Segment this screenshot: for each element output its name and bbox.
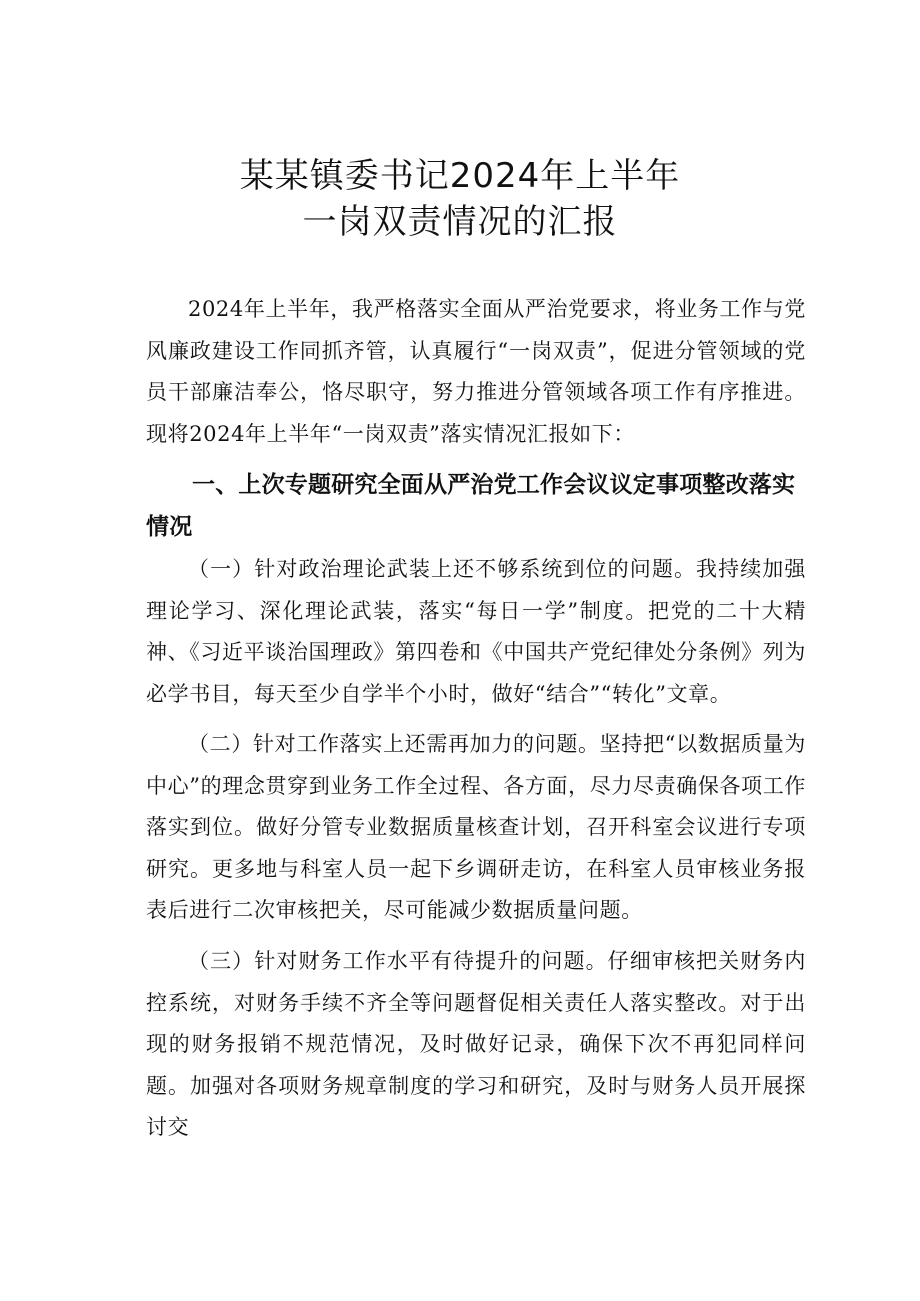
item-paragraph-2: （二）针对工作落实上还需再加力的问题。坚持把“以数据质量为中心”的理念贯穿到业务工作全过程、各方面，尽力尽责确保各项工作落实到位。做好分管专业数据质量核查计划，召开科室会议进行专项研究。更多地与科室人员一起下乡调研走访，在科室人员审核业务报表后进行二次审核把关，尽可能减少数据质量问题。 <box>146 732 806 922</box>
item-paragraph-3: （三）针对财务工作水平有待提升的问题。仔细审核把关财务内控系统，对财务手续不齐全等问题督促相关责任人落实整改。对于出现的财务报销不规范情况，及时做好记录，确保下次不再犯同样问题。加强对各项财务规章制度的学习和研究，及时与财务人员开展探讨交 <box>146 949 806 1139</box>
document-title-line-2: 一岗双责情况的汇报 <box>302 202 618 242</box>
section-heading-1: 一、上次专题研究全面从严治党工作会议议定事项整改落实情况 <box>146 472 796 540</box>
intro-paragraph: 2024年上半年，我严格落实全面从严治党要求，将业务工作与党风廉政建设工作同抓齐管，认真履行“一岗双责”，促进分管领域的党员干部廉洁奉公，恪尽职守，努力推进分管领域各项工作有序推进。现将2024年上半年“一岗双责”落实情况汇报如下： <box>146 297 806 446</box>
item-paragraph-1: （一）针对政治理论武装上还不够系统到位的问题。我持续加强理论学习、深化理论武装，落实“每日一学”制度。把党的二十大精神、《习近平谈治国理政》第四卷和《中国共产党纪律处分条例》列为必学书目，每天至少自学半个小时，做好“结合”“转化”文章。 <box>146 557 806 706</box>
document-title-line-1: 某某镇委书记2024年上半年 <box>239 156 681 196</box>
